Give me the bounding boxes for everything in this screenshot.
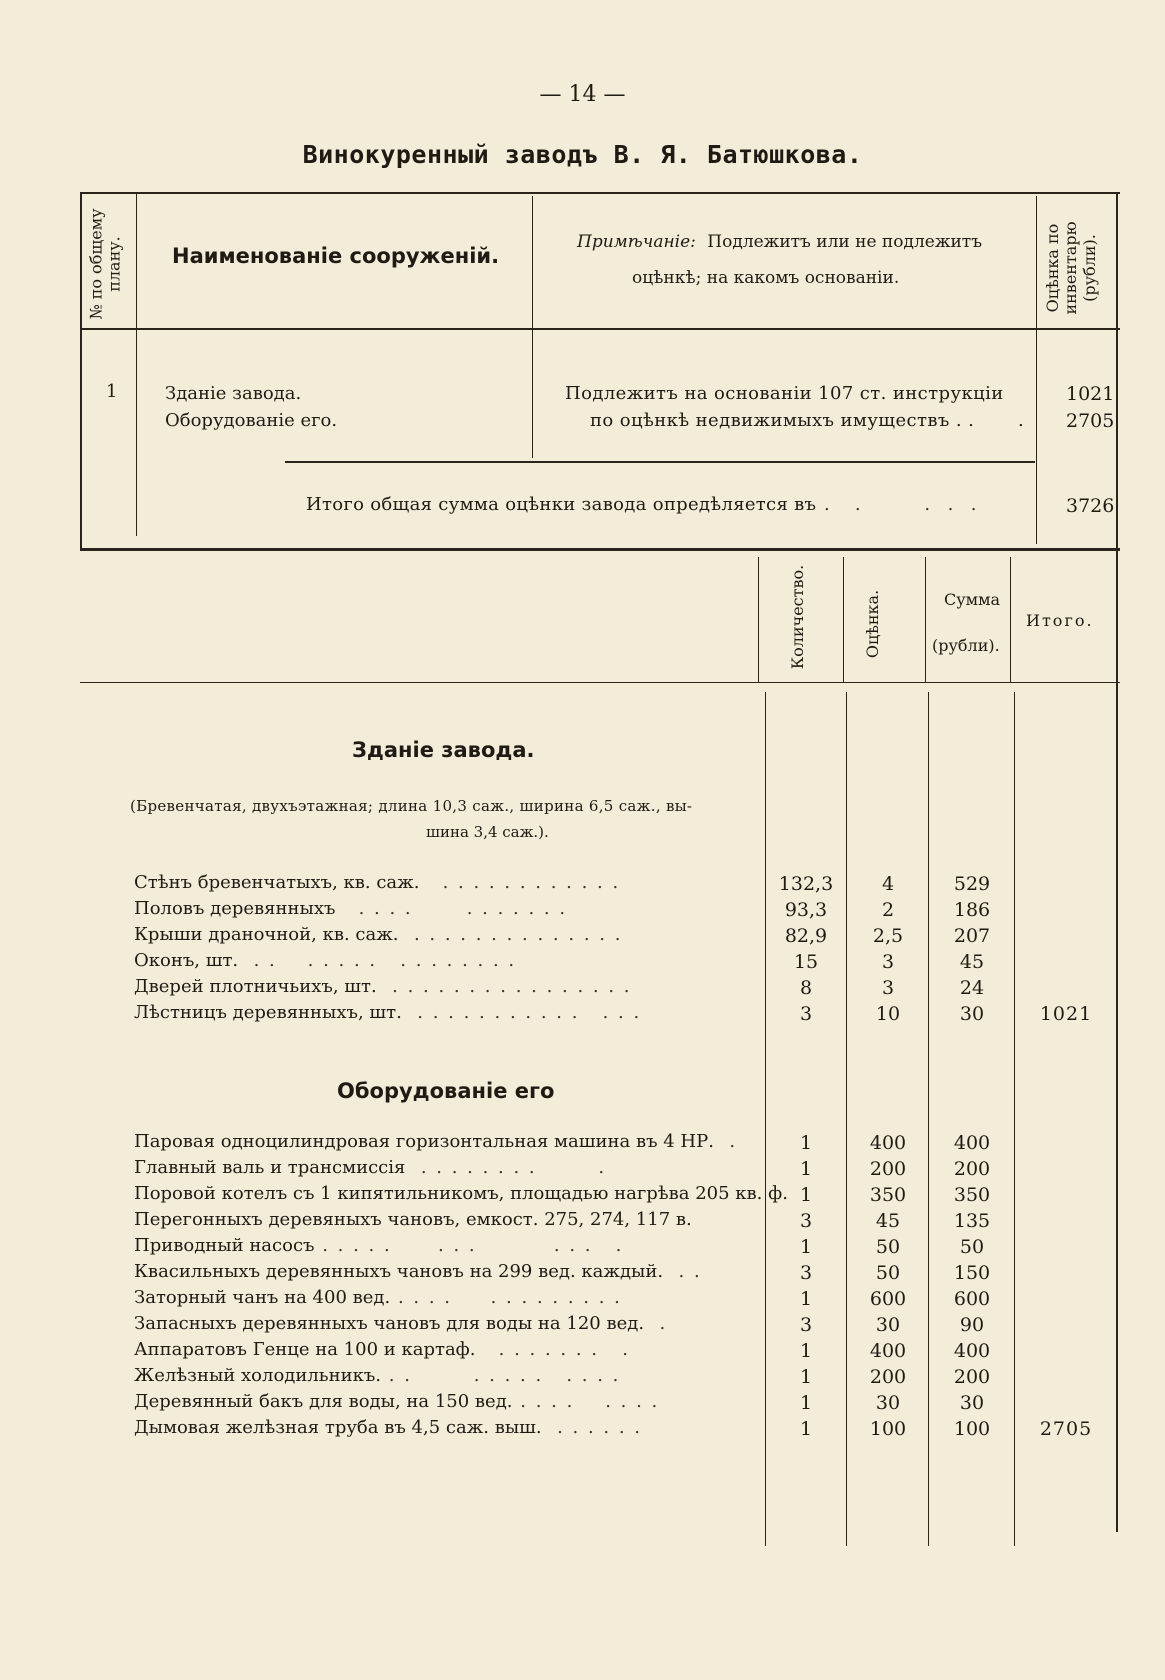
- row-leader: . . . . . . . . . . . . . . .: [238, 950, 517, 971]
- top-table-col-divider: [136, 192, 137, 536]
- header-note-line2: оцѣнкѣ; на какомъ основаніи.: [632, 268, 900, 288]
- row-item-name: Главный валь и трансмиссія: [134, 1157, 406, 1178]
- row-leader: .: [713, 1131, 738, 1152]
- header-note-italic: Примѣчаніе:: [577, 232, 696, 252]
- row-price: 30: [875, 1392, 901, 1414]
- row-sum: 400: [953, 1132, 991, 1154]
- top-table-rule-top: [80, 192, 1120, 194]
- row-item-name: Паровая одноцилиндровая горизонтальная машина въ 4 НР.: [134, 1131, 714, 1152]
- page-right-border: [1116, 192, 1118, 1532]
- header-plan-number: [88, 197, 130, 332]
- row-leader: . . . . . . . .: [475, 1339, 630, 1360]
- row-qty: 1: [799, 1418, 813, 1440]
- row-item-name: Дверей плотничьихъ, шт.: [134, 976, 377, 997]
- row-leader: . . . . . . . . . . .: [381, 1365, 621, 1386]
- row-price: 2: [881, 899, 895, 921]
- row-item-name: Половъ деревянныхъ: [134, 898, 336, 919]
- row-item-name: Деревянный бакъ для воды, на 150 вед.: [134, 1391, 513, 1412]
- row-item-name: Заторный чанъ на 400 вед.: [134, 1287, 391, 1308]
- row-price: 400: [869, 1340, 907, 1362]
- row-price: 600: [869, 1288, 907, 1310]
- header-sum-line2: (рубли).: [932, 636, 1000, 655]
- section-building-desc-line1: (Бревенчатая, двухъэтажная; длина 10,3 саж., ширина 6,5 саж., вы-: [130, 797, 693, 815]
- row-leader: . . . . . . . . . . . .: [314, 1235, 624, 1256]
- row-sum: 30: [959, 1392, 985, 1414]
- row-price: 3: [881, 977, 895, 999]
- row-sum: 135: [953, 1210, 991, 1232]
- header-sum-line1: Сумма: [944, 590, 1001, 609]
- top-table-col-divider: [1036, 196, 1037, 544]
- detail-col-divider: [846, 692, 847, 1546]
- top-table-left-border: [80, 192, 82, 550]
- row-leader: . . . . . . . . . . . . . .: [401, 1002, 642, 1023]
- row-item-name: Крыши драночной, кв. саж.: [134, 924, 399, 945]
- row-item-name: Дымовая желѣзная труба въ 4,5 саж. выш.: [134, 1417, 542, 1438]
- row-leader: . .: [663, 1261, 702, 1282]
- header-note-text: Подлежитъ или не подлежитъ: [707, 232, 983, 252]
- row-sum: 207: [953, 925, 991, 947]
- row-leader: . . . . . . . . . . . . . .: [398, 924, 623, 945]
- row-sum: 45: [959, 951, 985, 973]
- row-leader: . . . . . . . . . . . .: [419, 872, 621, 893]
- row-item-name: Поровой котелъ съ 1 кипятильникомъ, площадью нагрѣва 205 кв. ф.: [134, 1183, 788, 1204]
- row-sum: 100: [953, 1418, 991, 1440]
- row-note-line1: Подлежитъ на основаніи 107 ст. инструкціи: [565, 383, 1004, 404]
- row-leader: . . . . . .: [541, 1417, 643, 1438]
- total-leader: . . . . .: [816, 494, 979, 515]
- row-price: 350: [869, 1184, 907, 1206]
- row-qty: 132,3: [778, 873, 834, 895]
- row-qty: 8: [799, 977, 813, 999]
- detail-col-divider: [765, 692, 766, 1546]
- row-sum: 24: [959, 977, 985, 999]
- row-item-name: Квасильныхъ деревянныхъ чановъ на 299 вед. каждый.: [134, 1261, 664, 1282]
- row-item-name: Приводный насосъ: [134, 1235, 315, 1256]
- row-item-name: Запасныхъ деревянныхъ чановъ для воды на 120 вед.: [134, 1313, 645, 1334]
- row-qty: 1: [799, 1366, 813, 1388]
- row-item-name: Аппаратовъ Генце на 100 и картаф.: [134, 1339, 476, 1360]
- detail-col-divider: [1014, 692, 1015, 1546]
- row-price: 200: [869, 1158, 907, 1180]
- row-item-name: Оконъ, шт.: [134, 950, 239, 971]
- row-leader: . . . . . . . . .: [405, 1157, 607, 1178]
- detail-col-divider: [758, 557, 759, 682]
- header-note-line1: [577, 232, 982, 252]
- row-price: 30: [875, 1314, 901, 1336]
- row-price: 200: [869, 1366, 907, 1388]
- row-sum: 200: [953, 1158, 991, 1180]
- header-quantity: Количество.: [788, 564, 807, 670]
- row-sum: 200: [953, 1366, 991, 1388]
- row-qty: 3: [799, 1314, 813, 1336]
- detail-col-divider: [843, 557, 844, 682]
- row-price: 100: [869, 1418, 907, 1440]
- row-sum: 90: [959, 1314, 985, 1336]
- section-equipment-title: Оборудованіе его: [337, 1079, 555, 1103]
- row-qty: 3: [799, 1210, 813, 1232]
- row-leader: . . . . . . . . . . .: [335, 898, 568, 919]
- row-total: 2705: [1039, 1418, 1093, 1440]
- row-leader: . . . . . . . . . . . . . . . .: [376, 976, 632, 997]
- row-sum: 50: [959, 1236, 985, 1258]
- top-table-rule-subtotal: [285, 461, 1035, 463]
- header-total: Итого.: [1026, 611, 1094, 630]
- row-total: 1021: [1039, 1003, 1093, 1025]
- row-qty: 1: [799, 1158, 813, 1180]
- row-sum: 600: [953, 1288, 991, 1310]
- row-qty: 3: [799, 1003, 813, 1025]
- row-name-building: Зданіе завода.: [165, 383, 302, 404]
- detail-table-rule-header: [80, 682, 1120, 683]
- header-price: Оцѣнка.: [863, 589, 882, 659]
- row-qty: 1: [799, 1288, 813, 1310]
- row-item-name: Стѣнъ бревенчатыхъ, кв. саж.: [134, 872, 420, 893]
- row-qty: 1: [799, 1392, 813, 1414]
- detail-col-divider: [1010, 557, 1011, 682]
- row-qty: 93,3: [784, 899, 828, 921]
- row-qty: 1: [799, 1236, 813, 1258]
- row-item-name: Желѣзный холодильникъ.: [134, 1365, 382, 1386]
- row-sum: 30: [959, 1003, 985, 1025]
- row-item-name: Перегонныхъ деревяныхъ чановъ, емкост. 275, 274, 117 в.: [134, 1209, 692, 1230]
- row-price: 50: [875, 1262, 901, 1284]
- row-qty: 15: [793, 951, 819, 973]
- row-qty: 1: [799, 1132, 813, 1154]
- detail-col-divider: [925, 557, 926, 682]
- header-name: Наименованіе сооруженій.: [172, 244, 500, 268]
- top-table-rule-bottom: [80, 548, 1120, 551]
- row-sum: 400: [953, 1340, 991, 1362]
- row-price: 3: [881, 951, 895, 973]
- section-building-desc-line2: шина 3,4 саж.).: [426, 823, 549, 841]
- row-sum: 186: [953, 899, 991, 921]
- row-note-line2: по оцѣнкѣ недвижимыхъ имуществъ . .: [590, 410, 975, 431]
- section-building-title: Зданіе завода.: [352, 738, 535, 762]
- row-note-line2-dot: .: [1018, 410, 1024, 431]
- page-number: — 14 —: [539, 82, 626, 107]
- top-table-col-divider: [532, 196, 533, 458]
- row-qty: 3: [799, 1262, 813, 1284]
- row-price: 45: [875, 1210, 901, 1232]
- total-label: [306, 494, 978, 515]
- row-qty: 1: [799, 1184, 813, 1206]
- header-plan-number-text: № по общему плану.: [86, 208, 124, 320]
- row-name-equipment: Оборудованіе его.: [165, 410, 338, 431]
- total-value: 3726: [1066, 495, 1115, 517]
- row-sum: 150: [953, 1262, 991, 1284]
- row-leader: . . . . . . . . . . . . .: [390, 1287, 622, 1308]
- row-price: 10: [875, 1003, 901, 1025]
- document-title: Винокуренный заводъ В. Я. Батюшкова.: [302, 140, 863, 169]
- header-valuation: [1044, 204, 1104, 332]
- row-leader: . . . . . . . .: [512, 1391, 660, 1412]
- row-leader: .: [644, 1313, 668, 1334]
- row-price: 50: [875, 1236, 901, 1258]
- row-number: 1: [106, 381, 118, 402]
- row-qty: 1: [799, 1340, 813, 1362]
- row-item-name: Лѣстницъ деревянныхъ, шт.: [134, 1002, 402, 1023]
- row-price: 400: [869, 1132, 907, 1154]
- row-price: 2,5: [872, 925, 904, 947]
- row-sum: 529: [953, 873, 991, 895]
- row-price: 4: [881, 873, 895, 895]
- detail-col-divider: [928, 692, 929, 1546]
- row-value-building: 1021: [1066, 383, 1115, 405]
- row-value-equipment: 2705: [1066, 410, 1115, 432]
- top-table-rule-header: [80, 328, 1120, 330]
- row-sum: 350: [953, 1184, 991, 1206]
- total-label-text: Итого общая сумма оцѣнки завода опредѣляется въ: [306, 494, 817, 515]
- header-valuation-text: Оцѣнка по инвентарю (рубли).: [1043, 221, 1099, 315]
- row-qty: 82,9: [784, 925, 828, 947]
